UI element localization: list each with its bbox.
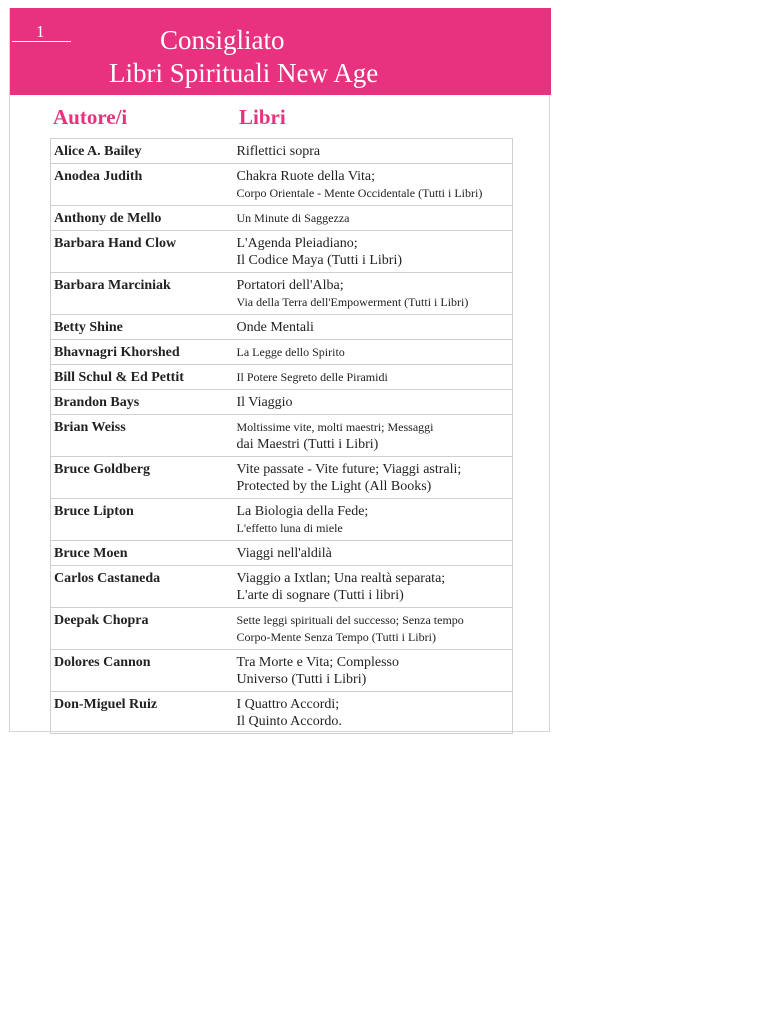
author-cell: Don-Miguel Ruiz xyxy=(51,692,234,734)
table-row xyxy=(51,499,513,541)
banner-title-line2: Libri Spirituali New Age xyxy=(109,58,379,88)
author-cell: Bill Schul & Ed Pettit xyxy=(51,365,234,390)
books-cell xyxy=(234,315,513,340)
page-number-underline xyxy=(12,41,71,42)
books-cell xyxy=(234,365,513,390)
book-line: Il Potere Segreto delle Piramidi xyxy=(236,370,388,384)
table-row xyxy=(51,608,513,650)
book-line: Universo (Tutti i Libri) xyxy=(236,672,367,687)
table-row xyxy=(51,273,513,315)
author-cell: Bruce Lipton xyxy=(51,499,234,541)
author-cell: Brandon Bays xyxy=(51,390,234,415)
books-cell xyxy=(234,566,513,608)
author-cell: Anthony de Mello xyxy=(51,206,234,231)
table-row xyxy=(51,206,513,231)
column-header-author: Autore/i xyxy=(53,105,128,129)
author-cell: Dolores Cannon xyxy=(51,650,234,692)
books-cell xyxy=(234,608,513,650)
book-line: Via della Terra dell'Empowerment (Tutti i Libri) xyxy=(236,295,469,309)
page-number: 1 xyxy=(36,22,45,41)
book-line: Protected by the Light (All Books) xyxy=(236,479,432,494)
table-row xyxy=(51,390,513,415)
books-table xyxy=(50,138,513,734)
books-cell xyxy=(234,340,513,365)
book-line: Corpo Orientale - Mente Occidentale (Tutti i Libri) xyxy=(236,186,483,200)
book-line: L'arte di sognare (Tutti i libri) xyxy=(236,588,404,603)
book-line: Un Minute di Saggezza xyxy=(236,211,350,225)
books-cell xyxy=(234,231,513,273)
author-cell: Deepak Chopra xyxy=(51,608,234,650)
books-cell xyxy=(234,206,513,231)
book-line: Viaggi nell'aldilà xyxy=(236,546,332,561)
book-line: L'effetto luna di miele xyxy=(236,521,343,535)
book-line: La Biologia della Fede; xyxy=(236,504,369,519)
book-line: Il Quinto Accordo. xyxy=(236,714,342,729)
author-cell: Carlos Castaneda xyxy=(51,566,234,608)
author-cell: Bhavnagri Khorshed xyxy=(51,340,234,365)
banner-title-line1: Consigliato xyxy=(160,25,285,55)
book-line: Corpo-Mente Senza Tempo (Tutti i Libri) xyxy=(236,630,436,644)
books-cell xyxy=(234,541,513,566)
table-row xyxy=(51,457,513,499)
column-header-books: Libri xyxy=(239,105,286,129)
books-cell xyxy=(234,415,513,457)
books-cell xyxy=(234,692,513,734)
author-cell: Betty Shine xyxy=(51,315,234,340)
books-cell xyxy=(234,650,513,692)
table-row xyxy=(51,231,513,273)
books-cell xyxy=(234,139,513,164)
book-line: Sette leggi spirituali del successo; Senza tempo xyxy=(236,613,464,627)
book-line: Moltissime vite, molti maestri; Messaggi xyxy=(236,420,434,434)
author-cell: Alice A. Bailey xyxy=(51,139,234,164)
book-line: La Legge dello Spirito xyxy=(236,345,345,359)
book-line: Viaggio a Ixtlan; Una realtà separata; xyxy=(236,571,446,586)
table-row xyxy=(51,692,513,734)
table-row xyxy=(51,541,513,566)
book-line: Vite passate - Vite future; Viaggi astrali; xyxy=(236,462,462,477)
book-line: Il Viaggio xyxy=(236,395,293,410)
book-line: dai Maestri (Tutti i Libri) xyxy=(236,437,379,452)
book-line: Onde Mentali xyxy=(236,320,314,335)
book-line: I Quattro Accordi; xyxy=(236,697,340,712)
table-row xyxy=(51,415,513,457)
book-line: Riflettici sopra xyxy=(236,144,321,159)
books-cell xyxy=(234,390,513,415)
book-line: Il Codice Maya (Tutti i Libri) xyxy=(236,253,403,268)
books-cell xyxy=(234,499,513,541)
book-line: Portatori dell'Alba; xyxy=(236,278,344,293)
book-line: Tra Morte e Vita; Complesso xyxy=(236,655,399,670)
author-cell: Bruce Moen xyxy=(51,541,234,566)
table-row xyxy=(51,365,513,390)
author-cell: Brian Weiss xyxy=(51,415,234,457)
table-row xyxy=(51,566,513,608)
book-line: L'Agenda Pleiadiano; xyxy=(236,236,358,251)
author-cell: Barbara Hand Clow xyxy=(51,231,234,273)
table-row xyxy=(51,650,513,692)
books-cell xyxy=(234,273,513,315)
author-cell: Anodea Judith xyxy=(51,164,234,206)
author-cell: Bruce Goldberg xyxy=(51,457,234,499)
document-page xyxy=(9,8,550,732)
table-row xyxy=(51,139,513,164)
table-row xyxy=(51,164,513,206)
header-banner xyxy=(10,8,551,95)
table-row xyxy=(51,315,513,340)
books-table-body xyxy=(51,139,513,734)
books-cell xyxy=(234,457,513,499)
table-row xyxy=(51,340,513,365)
book-line: Chakra Ruote della Vita; xyxy=(236,169,375,184)
author-cell: Barbara Marciniak xyxy=(51,273,234,315)
books-cell xyxy=(234,164,513,206)
